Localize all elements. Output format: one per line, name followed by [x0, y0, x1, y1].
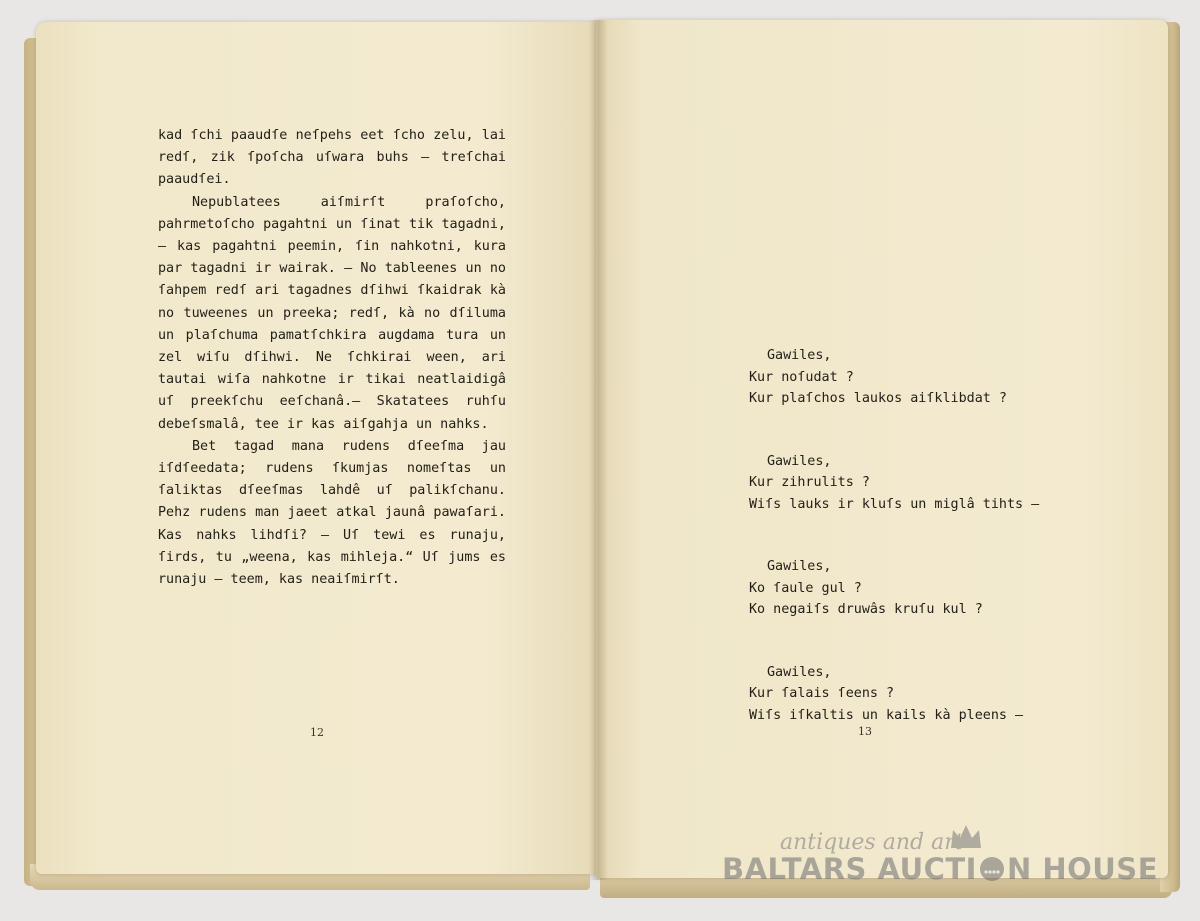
watermark-o-mark [979, 856, 1005, 882]
poem-line: Wiſs iſkaltis un kails kà pleens — [749, 707, 1024, 723]
poem-line: Kur plaſchos laukos aiſklibdat ? [749, 391, 1007, 406]
poem-line: Ko ſaule gul ? [749, 580, 862, 596]
stanza-head: Gawiles, [767, 664, 832, 680]
poem-line: Wiſs lauks ir kluſs un miglâ tihts — [749, 496, 1040, 512]
stanza [749, 345, 1109, 410]
watermark-tagline: antiques and art [780, 830, 964, 855]
auction-watermark [722, 828, 1159, 888]
paragraph-1: kad ſchi paaudſe neſpehs eet ſcho zelu, lai redſ, zik ſpoſcha uſwara buhs — treſchai paaudſei. [158, 128, 506, 188]
poem-line: Kur ſalais ſeens ? [749, 686, 895, 701]
paragraph-3: Bet tagad mana rudens dſeeſma jau iſdſeedata; rudens ſkumjas nomeſtas un ſaliktas dſeeſmas lahdê uſ palikſchanu. Pehz rudens man jaeet atkal jaunâ pawaſari. Kas nahks lihdſi? — Uſ tewi es runaju, ſirds, tu „weena, kas mihleja.“ Uſ jums es runaju — teem, kas neaiſmirſt. [158, 438, 506, 588]
watermark-name-start: BALTARS AUCTI [722, 852, 977, 886]
stanza-head: Gawiles, [767, 348, 832, 363]
stanza [749, 451, 1109, 516]
poem [749, 345, 1109, 767]
page-number-right: 13 [858, 725, 872, 738]
poem-line: Kur noſudat ? [749, 369, 854, 385]
page-number-left: 12 [310, 726, 324, 739]
poem-line: Ko negaiſs druwâs kruſu kul ? [749, 602, 983, 617]
paragraph-2: Nepublatees aiſmirſt praſoſcho, pahrmetoſcho pagahtni un ſinat tik tagadni, — kas pagahtni peemin, ſin nahkotni, kura par tagadni ir wairak. — No tableenes un no ſahpem redſ ari tagadnes dſihwi ſkaidrak kà no tuweenes un preeka; redſ, kà no dſiluma un plaſchuma pamatſchkira augdama tura un zel wiſu dſihwi. Ne ſchkirai ween, ari tautai wiſa nahkotne ir tikai neatlaidigâ uſ preekſchu eeſchanâ.— Skatatees ruhſu debeſsmalâ, tee ir kas aiſgahja un nahks. [158, 194, 506, 432]
poem-line: Kur zihrulits ? [749, 475, 870, 490]
stanza [749, 556, 1109, 621]
book-gutter [588, 20, 608, 880]
watermark-name [722, 852, 1158, 886]
stanza-head: Gawiles, [767, 453, 832, 469]
left-page-text [158, 125, 506, 591]
watermark-name-end: N HOUSE [1006, 852, 1159, 886]
stanza-head: Gawiles, [767, 559, 832, 574]
stanza [749, 662, 1109, 727]
